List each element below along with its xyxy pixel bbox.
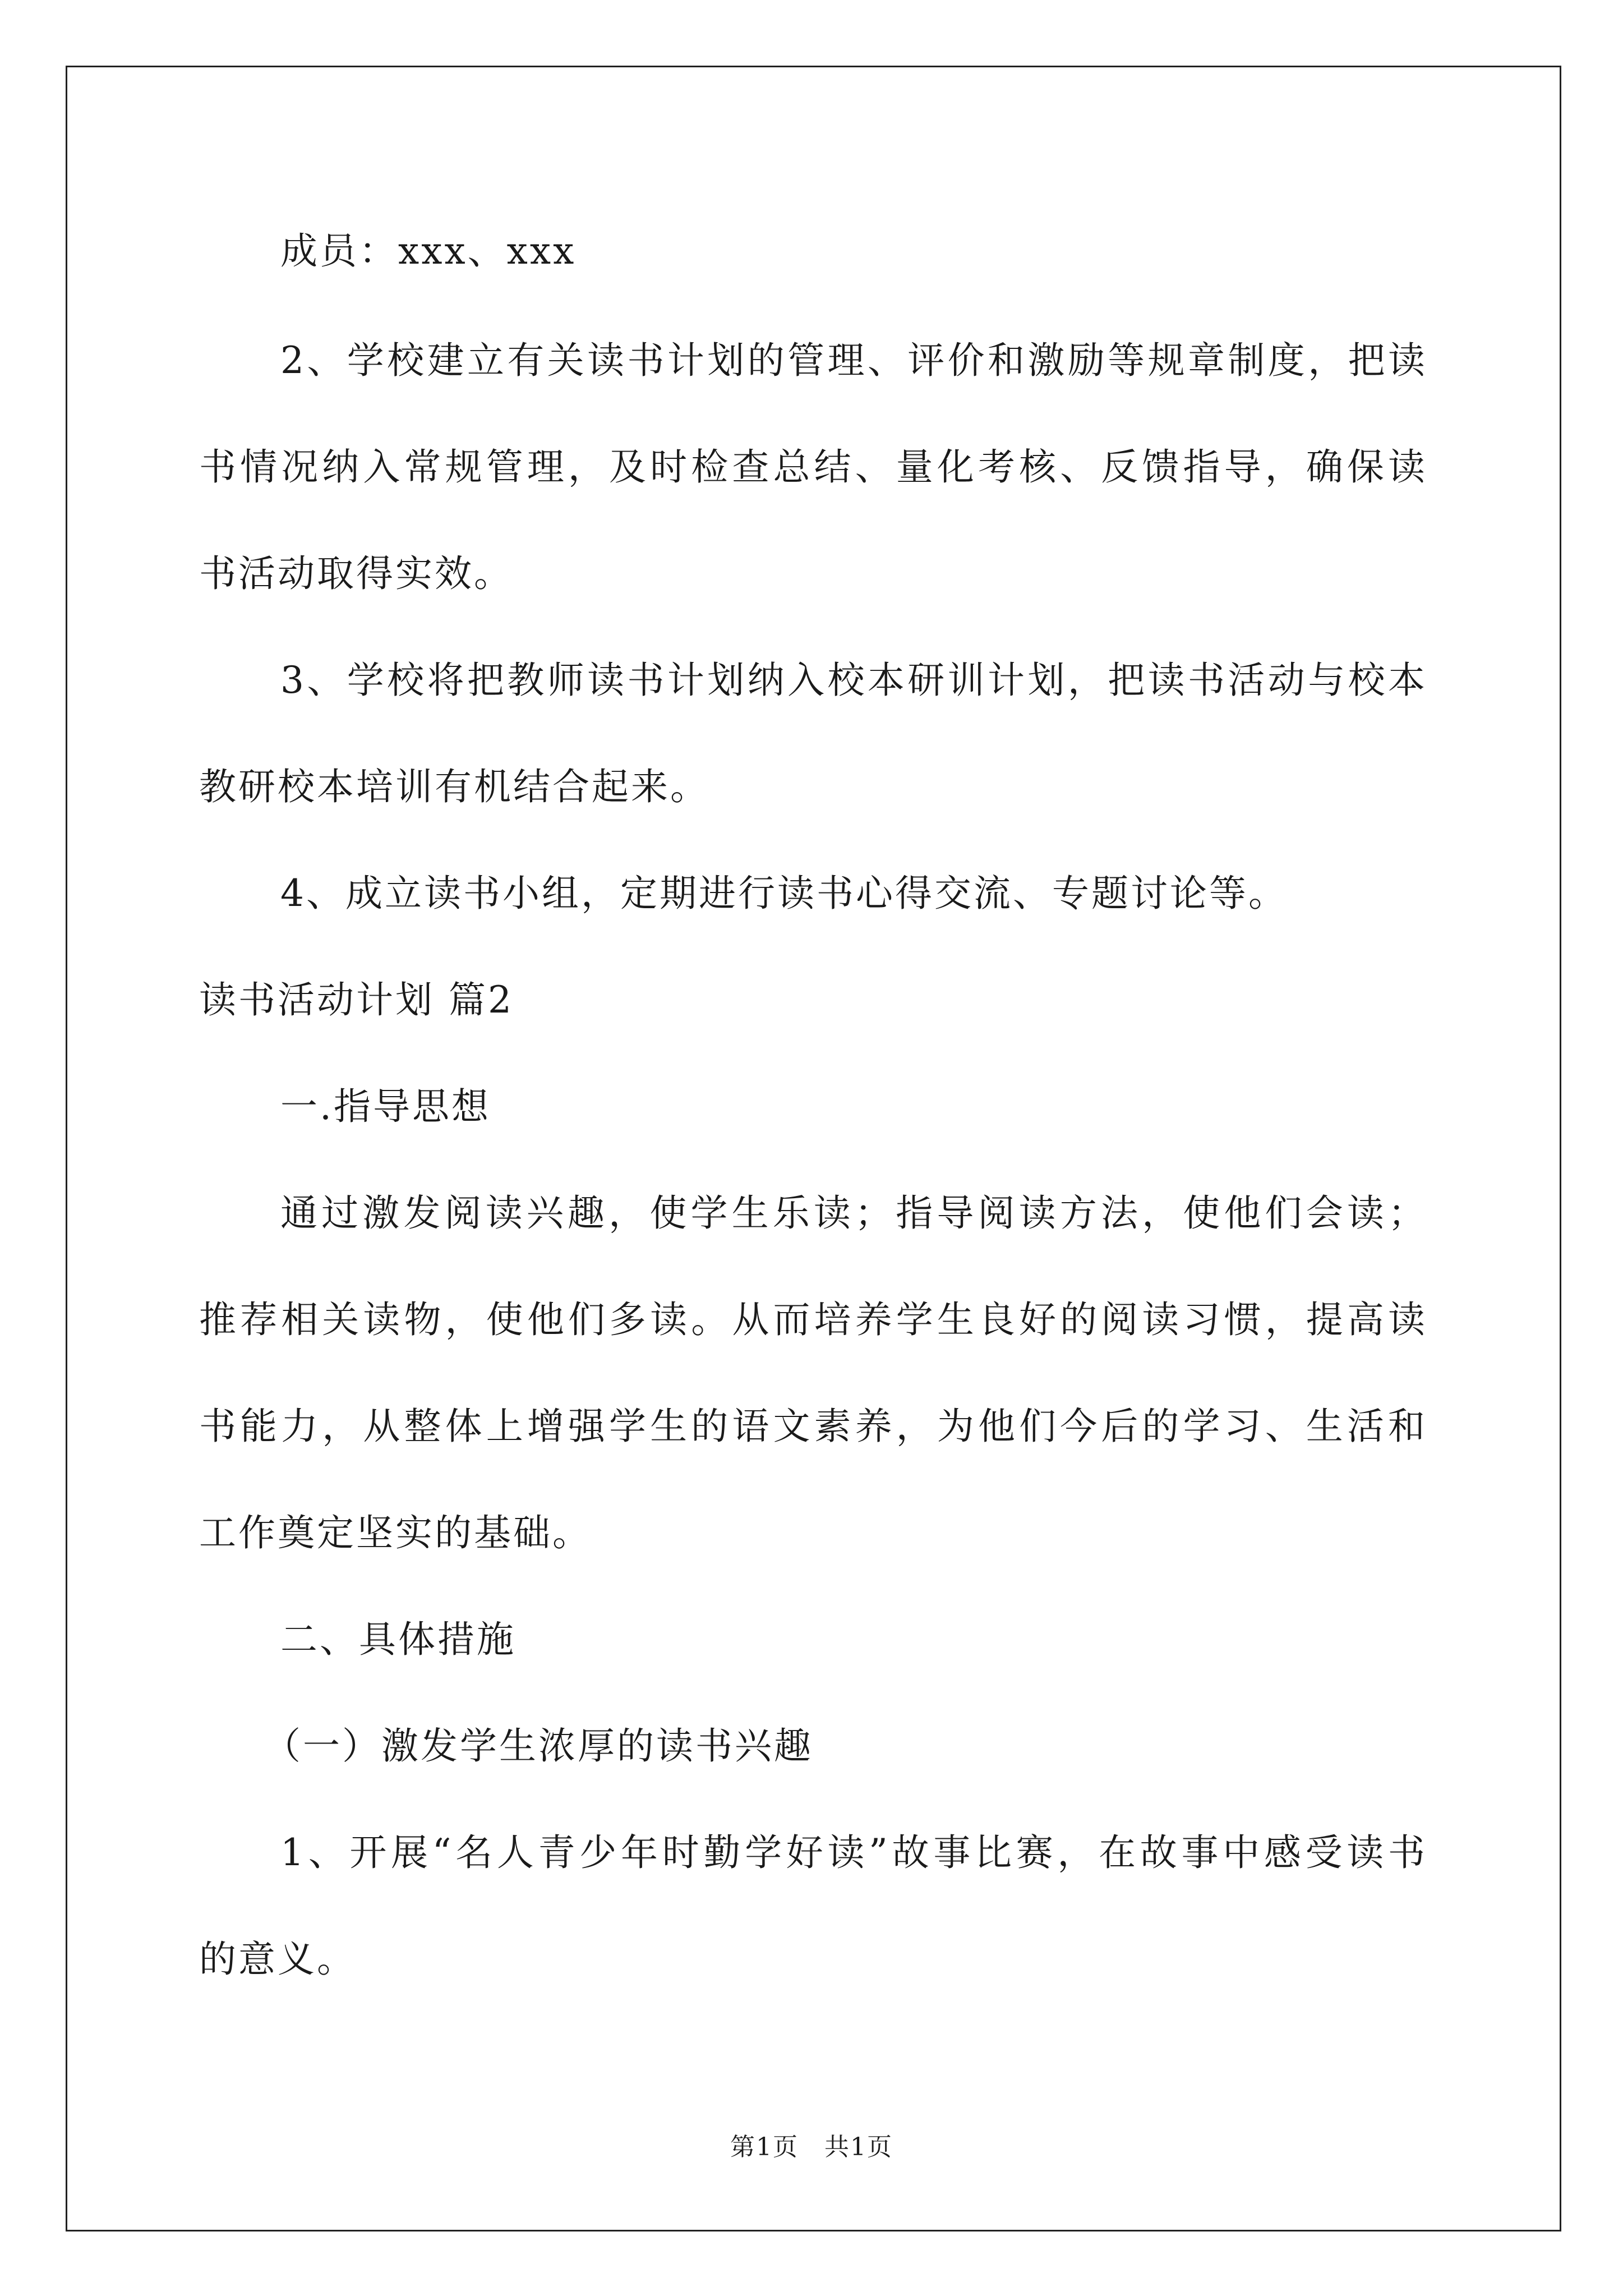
section-title: 读书活动计划 篇2: [199, 978, 514, 1022]
heading-guiding-ideology: 一.指导思想: [280, 1085, 491, 1128]
item4-line: 4、成立读书小组，定期进行读书心得交流、专题讨论等。: [280, 872, 1288, 915]
subheading-interest: （一）激发学生浓厚的读书兴趣: [264, 1724, 813, 1768]
item2-line3: 书活动取得实效。: [199, 552, 513, 595]
measure1-line1: 1、开展“名人青少年时勤学好读”故事比赛，在故事中感受读书: [280, 1831, 1427, 1874]
item2-line1: 2、学校建立有关读书计划的管理、评价和激励等规章制度，把读: [280, 339, 1427, 382]
para1-line4: 工作奠定坚实的基础。: [199, 1511, 592, 1554]
para1-line1: 通过激发阅读兴趣，使学生乐读；指导阅读方法，使他们会读；: [280, 1191, 1427, 1235]
members-line: 成员：xxx、xxx: [280, 229, 577, 273]
page-frame: [66, 66, 1561, 2231]
heading-measures: 二、具体措施: [280, 1618, 516, 1661]
page-footer: 第1页 共1页: [730, 2133, 893, 2161]
measure1-line2: 的意义。: [199, 1938, 356, 1981]
item3-line1: 3、学校将把教师读书计划纳入校本研训计划，把读书活动与校本: [280, 659, 1427, 702]
para1-line3: 书能力，从整体上增强学生的语文素养，为他们今后的学习、生活和: [199, 1405, 1427, 1448]
item3-line2: 教研校本培训有机结合起来。: [199, 765, 709, 808]
item2-line2: 书情况纳入常规管理，及时检查总结、量化考核、反馈指导，确保读: [199, 445, 1427, 489]
para1-line2: 推荐相关读物，使他们多读。从而培养学生良好的阅读习惯，提高读: [199, 1298, 1427, 1341]
